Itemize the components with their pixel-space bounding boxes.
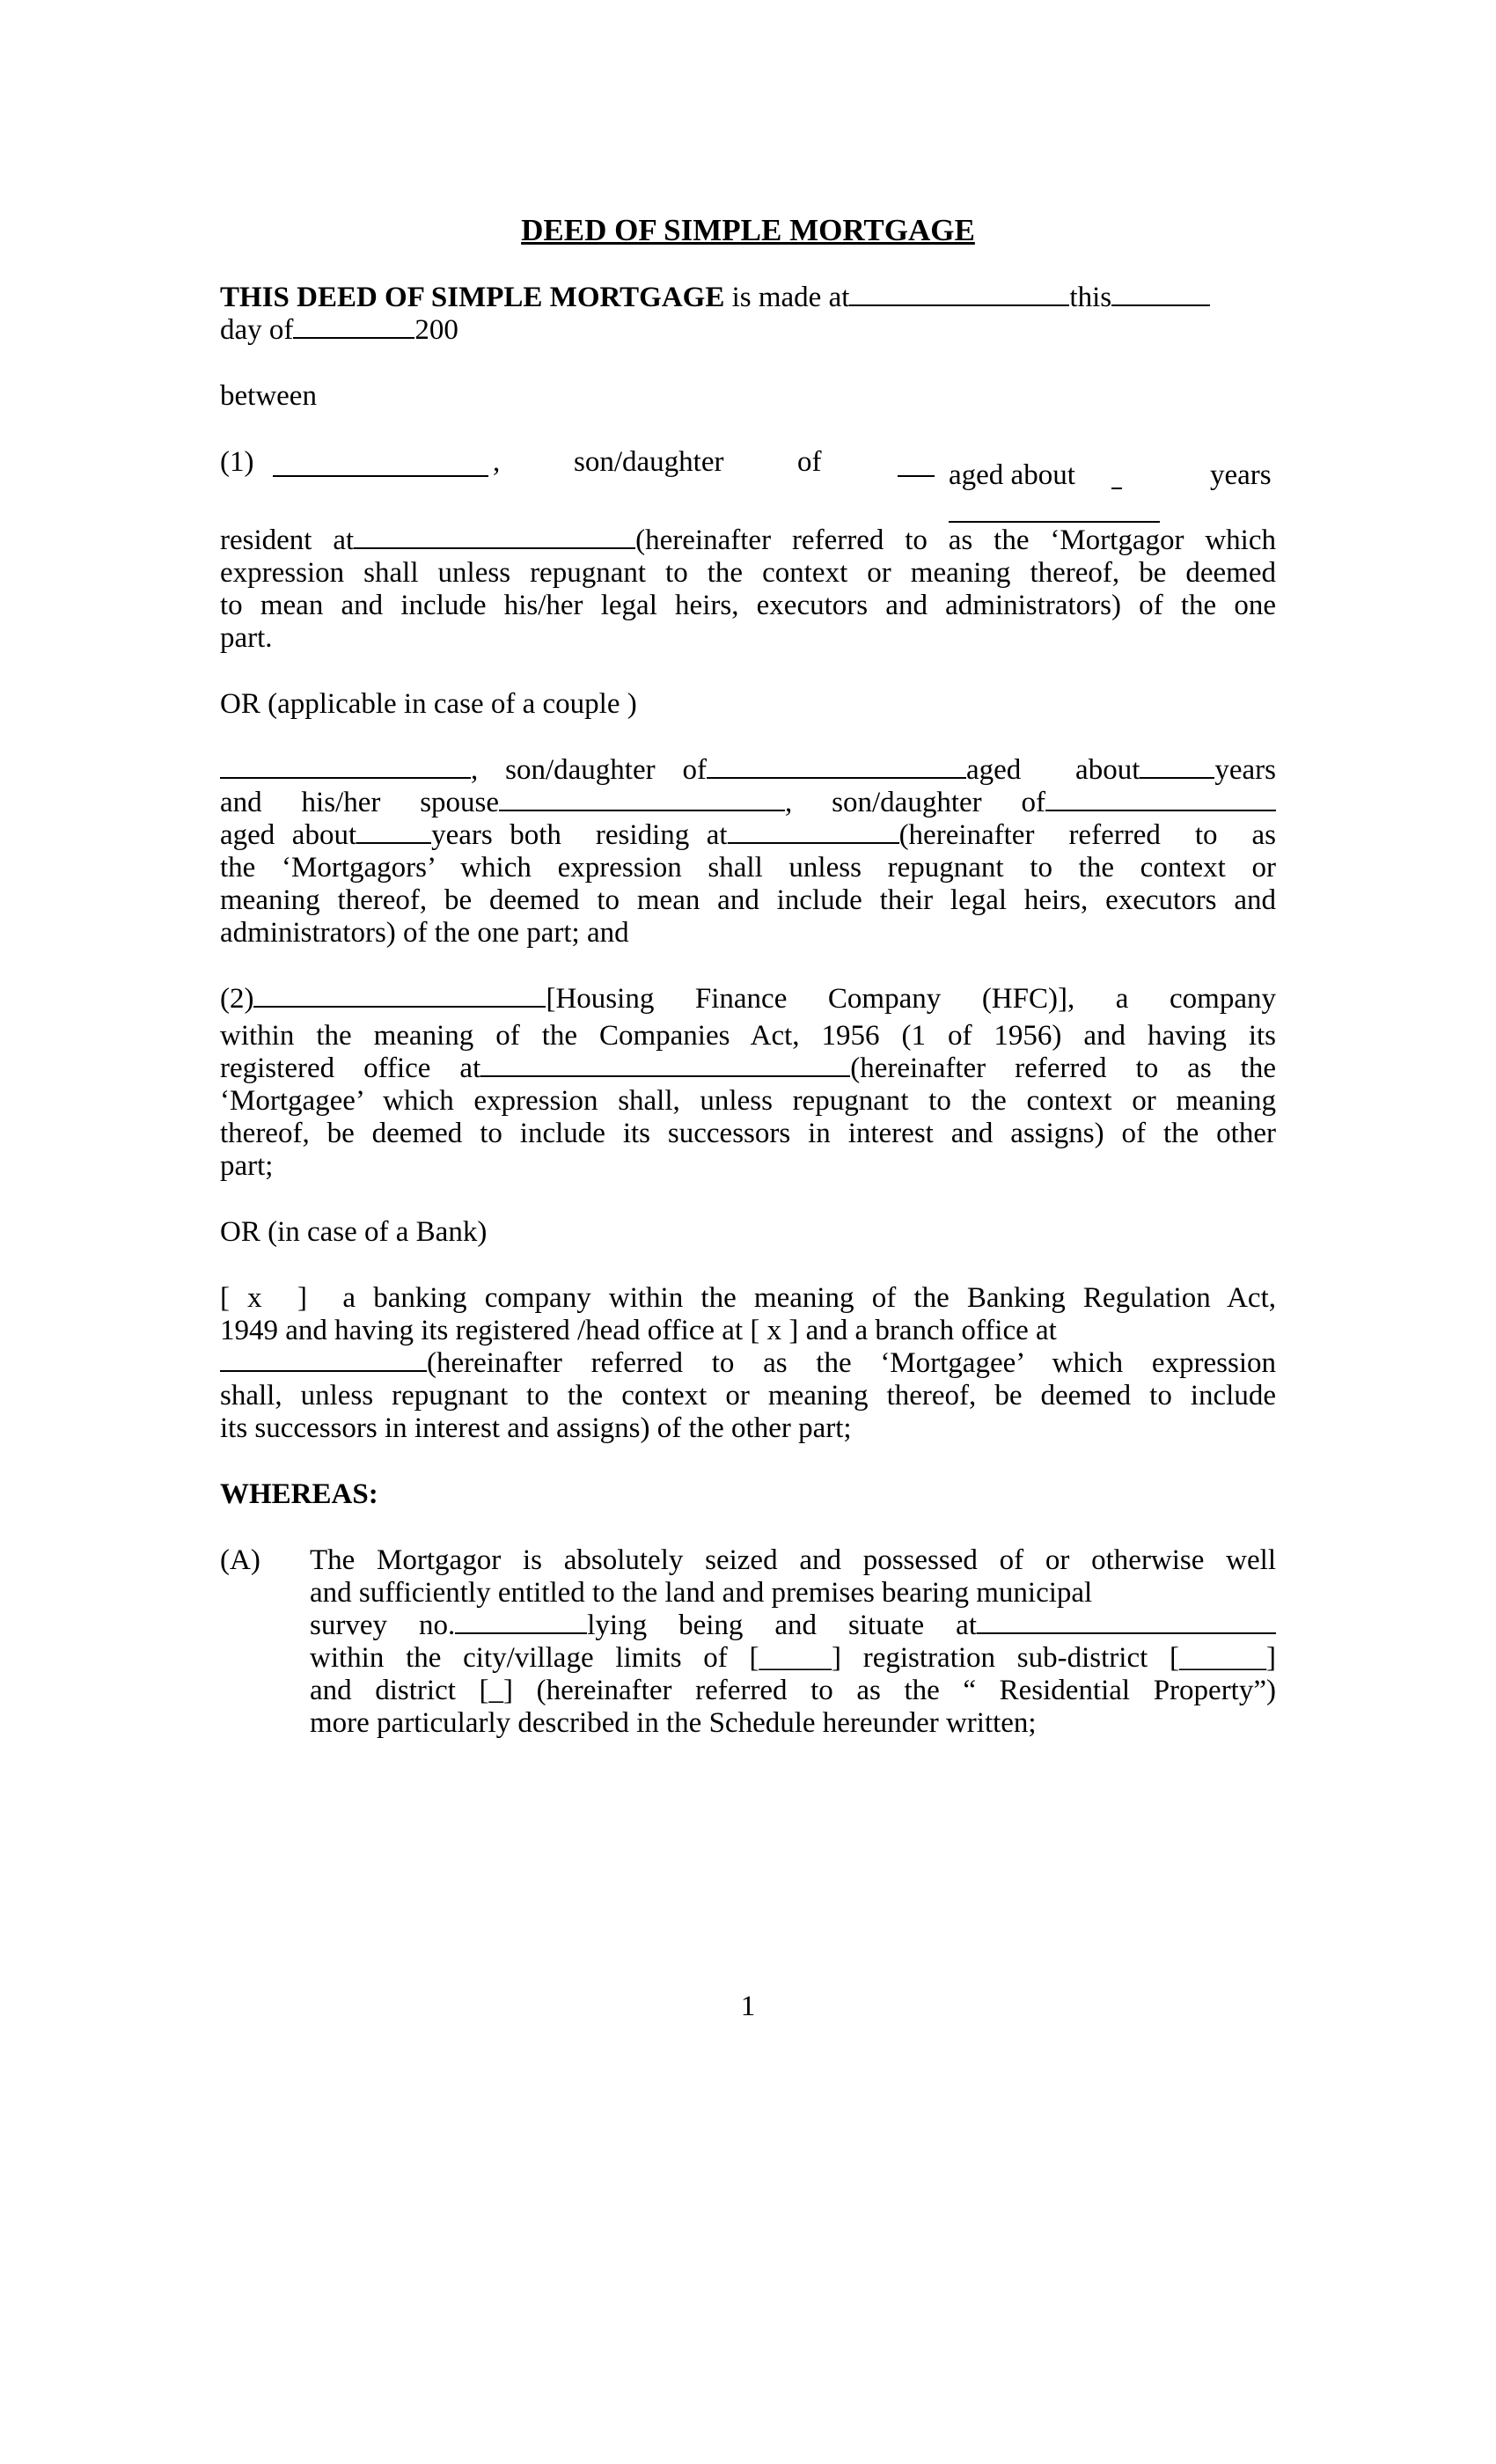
spouse-age-blank	[356, 819, 431, 844]
party1-line-1	[220, 524, 1276, 557]
bank-line-5: its successors in interest and assigns) of the other part;	[220, 1412, 852, 1444]
party1-name-blank	[273, 475, 488, 477]
party1-aged-about: aged about	[949, 459, 1075, 491]
intro-day-of: day of	[220, 314, 294, 346]
party2-name-blank	[253, 983, 546, 1008]
whereas-line-2: and sufficiently entitled to the land and premises bearing municipal	[310, 1577, 1093, 1609]
bank-heading: OR (in case of a Bank)	[220, 1216, 488, 1248]
place-blank	[849, 282, 1069, 306]
couple-years-both: years both residing at	[431, 819, 728, 851]
intro-line-2	[220, 314, 1276, 347]
party1-hereinafter: (hereinafter referred to as the ‘Mortgagor which	[635, 524, 1277, 556]
bank-line-1: [ x ] a banking company within the meaning of the Banking Regulation Act,	[220, 1282, 1276, 1314]
bank-branch-blank	[220, 1347, 427, 1372]
intro-year: 200	[414, 314, 458, 346]
party1-address-blank	[354, 524, 635, 549]
party1-comma: ,	[493, 446, 501, 478]
couple-name-blank	[220, 754, 471, 779]
party2-hereinafter: (hereinafter referred to as the	[850, 1052, 1276, 1084]
couple-aged-about-2: aged about	[220, 819, 357, 851]
party2-line-6: part;	[220, 1150, 274, 1182]
resident-at: resident at	[220, 524, 355, 556]
couple-son-daughter-2: , son/daughter of	[785, 787, 1045, 818]
party1-line-2: expression shall unless repugnant to the context or meaning thereof, be deemed	[220, 557, 1276, 589]
couple-hereinafter: (hereinafter referred to as	[898, 819, 1277, 851]
whereas-line-3	[310, 1610, 1276, 1642]
couple-line-5: meaning thereof, be deemed to mean and include their legal heirs, executors and	[220, 884, 1276, 916]
party2-number: (2)	[220, 983, 254, 1015]
party2-line-4: ‘Mortgagee’ which expression shall, unless repugnant to the context or meaning	[220, 1085, 1276, 1117]
party1-line-3: to mean and include his/her legal heirs, executors and administrators) of the one	[220, 590, 1276, 621]
intro-lead: THIS DEED OF SIMPLE MORTGAGE	[220, 282, 725, 313]
couple-aged-about: aged about	[965, 754, 1140, 786]
party2-line-5: thereof, be deemed to include its successors in interest and assigns) of the other	[220, 1118, 1276, 1149]
whereas-line-6: more particularly described in the Schedule hereunder written;	[310, 1707, 1037, 1739]
couple-line-6: administrators) of the one part; and	[220, 917, 629, 949]
party2-registered: registered office at	[220, 1052, 481, 1084]
couple-parent-blank	[707, 754, 966, 779]
bank-line-3	[220, 1347, 1276, 1380]
party1-of: of	[797, 446, 822, 478]
couple-son-daughter: , son/daughter of	[471, 754, 707, 786]
party1-age-blank	[1111, 488, 1122, 489]
survey-no: survey no.	[310, 1610, 456, 1641]
party2-office-blank	[480, 1052, 850, 1077]
couple-line-3	[220, 819, 1276, 852]
couple-line-4: the ‘Mortgagors’ which expression shall unless repugnant to the context or	[220, 852, 1276, 884]
party2-line-2: within the meaning of the Companies Act, 1956 (1 of 1956) and having its	[220, 1020, 1276, 1052]
spouse-name-blank	[499, 787, 785, 811]
party1-number: (1)	[220, 446, 254, 478]
party2-line-1	[220, 983, 1276, 1016]
party1-line-4: part.	[220, 622, 273, 654]
party2-line-3	[220, 1052, 1276, 1085]
spouse-parent-blank	[1045, 787, 1276, 811]
whereas-heading: WHEREAS:	[220, 1478, 378, 1510]
page-number: 1	[740, 1991, 756, 2022]
bank-hereinafter: (hereinafter referred to as the ‘Mortgagee’ which expression	[427, 1347, 1276, 1379]
bank-line-4: shall, unless repugnant to the context or meaning thereof, be deemed to include	[220, 1380, 1276, 1412]
party1-years: years	[1210, 459, 1272, 491]
party2-hfc: [Housing Finance Company (HFC)], a company	[546, 983, 1276, 1015]
intro-this: this	[1069, 282, 1112, 313]
lying-situate: lying being and situate at	[587, 1610, 977, 1641]
document-title: DEED OF SIMPLE MORTGAGE	[521, 213, 975, 247]
situate-blank	[977, 1610, 1276, 1634]
party1-parent-blank	[898, 475, 935, 477]
couple-age-blank	[1140, 754, 1214, 779]
party1-underline	[949, 521, 1160, 523]
whereas-line-4: within the city/village limits of [_____] registration sub-district [______]	[310, 1642, 1276, 1674]
survey-blank	[455, 1610, 587, 1634]
whereas-line-5: and district [_] (hereinafter referred to as the “ Residential Property”)	[310, 1675, 1276, 1706]
couple-address-blank	[728, 819, 899, 844]
couple-years: years	[1214, 754, 1277, 786]
couple-line-2	[220, 787, 1276, 819]
whereas-line-1: The Mortgagor is absolutely seized and possessed of or otherwise well	[310, 1544, 1276, 1576]
between-label: between	[220, 380, 317, 412]
couple-spouse: and his/her spouse	[220, 787, 500, 818]
intro-made-at: is made at	[724, 282, 850, 313]
intro-line-1	[220, 282, 1276, 314]
bank-line-2: 1949 and having its registered /head office at [ x ] and a branch office at	[220, 1315, 1057, 1346]
day-blank	[1111, 282, 1210, 306]
couple-heading: OR (applicable in case of a couple )	[220, 688, 637, 720]
whereas-label-a: (A)	[220, 1544, 260, 1576]
party1-son-daughter: son/daughter	[574, 446, 724, 478]
month-blank	[293, 314, 414, 339]
couple-line-1	[220, 754, 1276, 787]
